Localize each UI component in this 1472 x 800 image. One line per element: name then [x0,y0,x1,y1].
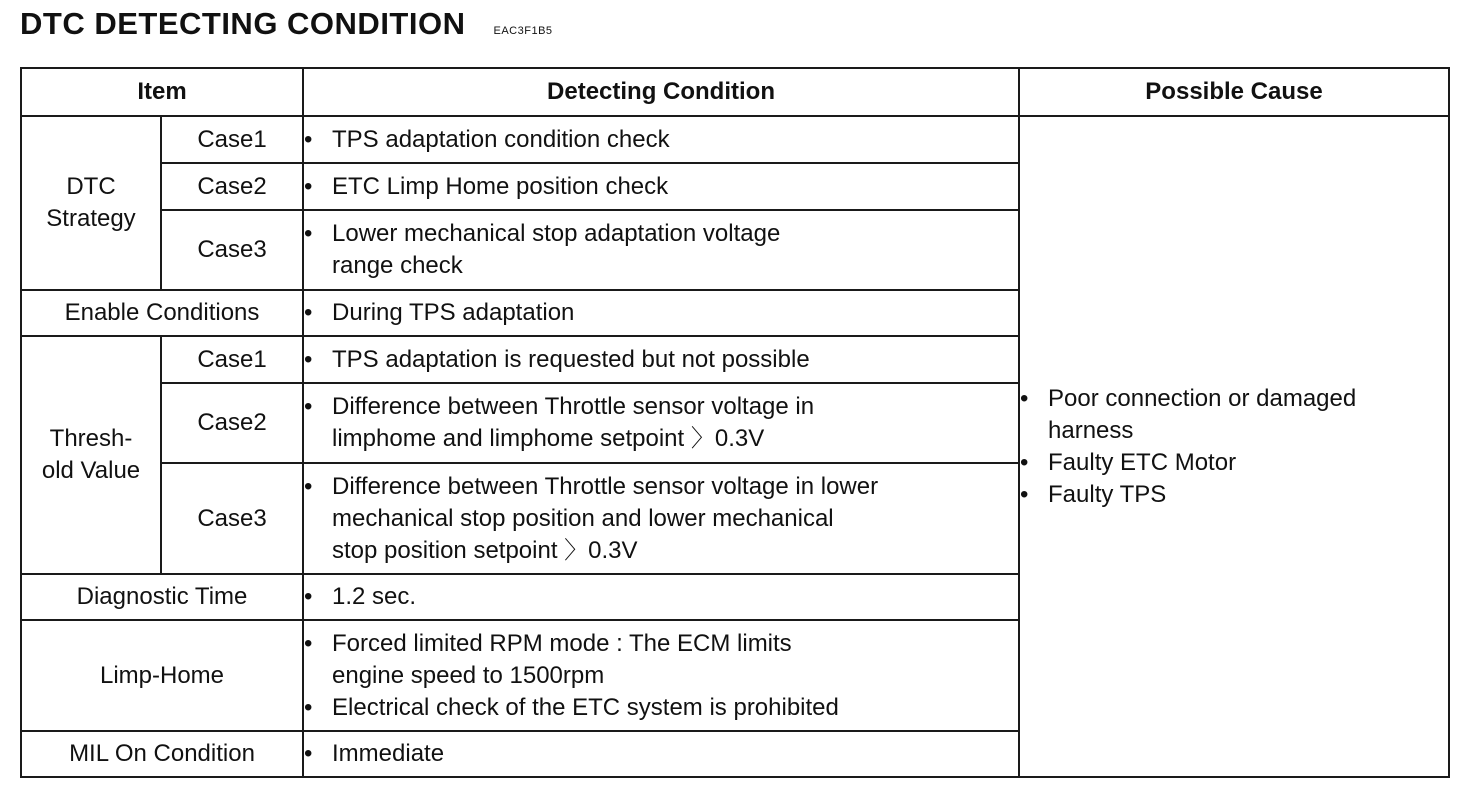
list-item [304,628,1018,692]
header-detecting-condition: Detecting Condition [303,68,1019,116]
threshold-case2-condition [303,383,1019,463]
mil-on-condition-value [303,731,1019,777]
condition-line: • Lower mechanical stop adaptation voltage [332,220,781,247]
condition-line: engine speed to 1500rpm [332,661,605,689]
condition-line: • Difference between Throttle sensor voltage in [332,393,815,420]
condition-line: limphome and limphome setpoint 〉0.3V [332,425,765,452]
threshold-label-line2: old Value [41,457,141,484]
condition-line: • Difference between Throttle sensor voltage in lower [332,472,879,500]
limp-home-label: Limp-Home [21,620,303,731]
condition-line: • Forced limited RPM mode : The ECM limits [332,629,792,657]
cause-item1-line1: • Poor connection or damaged [1048,384,1357,412]
condition-line: mechanical stop position and lower mechanical [332,504,834,532]
threshold-case1: Case1 [161,336,303,383]
dtc-strategy-label [21,116,161,290]
threshold-case1-condition [303,336,1019,383]
dtc-strategy-case2-condition [303,163,1019,210]
list-item: • Immediate [304,738,1018,770]
list-item: • ETC Limp Home position check [304,171,1018,203]
page-title: DTC DETECTING CONDITION [20,6,466,41]
dtc-condition-table [20,67,1450,778]
list-item [304,218,1018,282]
cause-item-tps: • Faulty TPS [1020,479,1448,511]
limp-home-condition [303,620,1019,731]
cause-item1-line2: harness [1048,416,1134,444]
document-code: EAC3F1B5 [493,25,553,37]
list-item: • TPS adaptation is requested but not possible [304,344,1018,376]
list-item: • 1.2 sec. [304,581,1018,613]
condition-line: range check [332,252,463,279]
list-item: • During TPS adaptation [304,297,1018,329]
table-header-row [21,68,1449,116]
list-item [304,391,1018,455]
cause-item-poor-connection [1020,383,1448,447]
diagnostic-time-condition [303,574,1019,620]
threshold-case2: Case2 [161,383,303,463]
list-item [304,471,1018,567]
page-header [20,6,553,46]
enable-conditions-condition [303,290,1019,336]
threshold-value-label [21,336,161,574]
dtc-strategy-case3-condition [303,210,1019,290]
list-item: • Electrical check of the ETC system is prohibited [304,692,1018,724]
mil-on-condition-label: MIL On Condition [21,731,303,777]
dtc-strategy-label-line1: DTC [66,173,116,200]
cause-item-etc-motor: • Faulty ETC Motor [1020,447,1448,479]
header-possible-cause: Possible Cause [1019,68,1449,116]
header-item: Item [21,68,303,116]
table-row [21,116,1449,163]
dtc-strategy-case2: Case2 [161,163,303,210]
dtc-strategy-case3: Case3 [161,210,303,290]
list-item: • TPS adaptation condition check [304,124,1018,156]
threshold-case3-condition [303,463,1019,574]
dtc-strategy-case1-condition [303,116,1019,163]
diagnostic-time-label: Diagnostic Time [21,574,303,620]
threshold-label-line1: Thresh- [49,425,133,452]
dtc-strategy-case1: Case1 [161,116,303,163]
possible-cause-cell [1019,116,1449,777]
threshold-case3: Case3 [161,463,303,574]
dtc-strategy-label-line2: Strategy [46,205,136,232]
enable-conditions-label: Enable Conditions [21,290,303,336]
condition-line: stop position setpoint 〉0.3V [332,536,638,564]
